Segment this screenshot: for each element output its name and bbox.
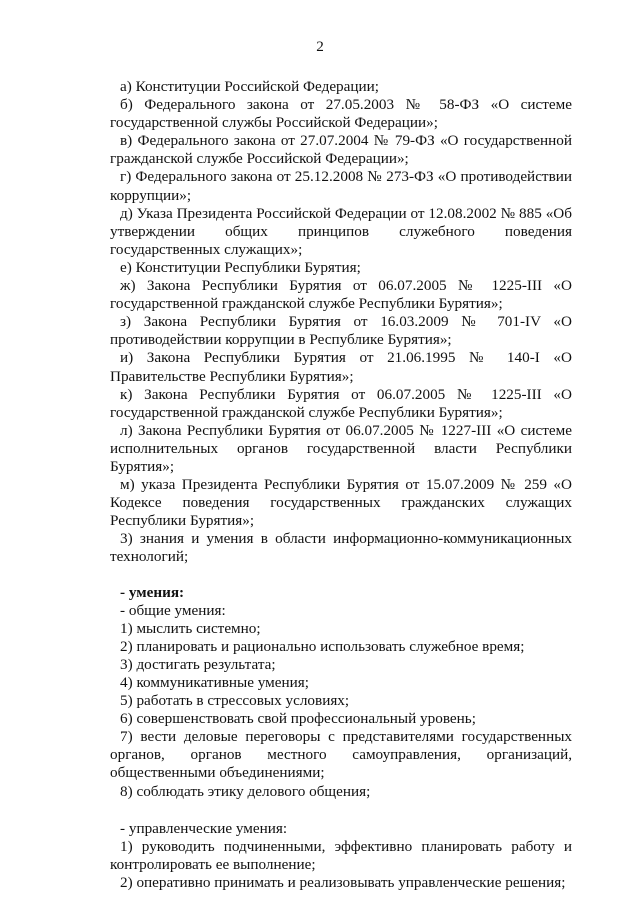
general-skill-6: 6) совершенствовать свой профессиональный уровень; — [120, 710, 476, 728]
law-item-b: б) Федерального закона от 27.05.2003 № 58-ФЗ «О системе государственной службы Российской Федерации»; — [110, 96, 572, 132]
spacer — [110, 801, 572, 820]
general-skill-5: 5) работать в стрессовых условиях; — [120, 692, 350, 710]
law-item-k: к) Закона Республики Бурятия от 06.07.2005 № 1225-III «О государственной гражданской службе Республики Бурятия»; — [110, 385, 572, 421]
law-item-a: а) Конституции Российской Федерации; — [120, 78, 379, 95]
document-body — [110, 78, 572, 892]
law-item-i: и) Закона Республики Бурятия от 21.06.1995 № 140-I «О Правительстве Республики Бурятия»; — [110, 349, 572, 385]
law-item-zh: ж) Закона Республики Бурятия от 06.07.2005 № 1225-III «О государственной гражданской службе Республики Бурятия»; — [110, 277, 572, 313]
skills-heading: - умения: — [120, 583, 185, 601]
law-item-g: г) Федерального закона от 25.12.2008 № 273-ФЗ «О противодействии коррупции»; — [110, 168, 572, 204]
law-item-v: в) Федерального закона от 27.07.2004 № 79-ФЗ «О государственной гражданской службе Российской Федерации»; — [110, 132, 572, 168]
general-skill-1: 1) мыслить системно; — [120, 619, 261, 637]
management-skill-2: 2) оперативно принимать и реализовывать управленческие решения; — [120, 873, 566, 891]
page-number: 2 — [316, 38, 324, 55]
law-item-l: л) Закона Республики Бурятия от 06.07.2005 № 1227-III «О системе исполнительных органов государственной власти Республики Бурятия»; — [110, 421, 572, 475]
law-item-z: з) Закона Республики Бурятия от 16.03.2009 № 701-IV «О противодействии коррупции в Республике Бурятия»; — [110, 313, 572, 349]
management-skills-label: - управленческие умения: — [120, 819, 288, 837]
general-skill-2: 2) планировать и рационально использовать служебное время; — [120, 637, 525, 655]
general-skill-7: 7) вести деловые переговоры с представителями государственных органов, органов местного самоуправления, организаций, общественными объединениями; — [110, 728, 572, 782]
law-item-d: д) Указа Президента Российской Федерации от 12.08.2002 № 885 «Об утверждении общих принципов служебного поведения государственных служащих»; — [110, 204, 572, 258]
knowledge-item-3: 3) знания и умения в области информационно-коммуникационных технологий; — [110, 530, 572, 566]
general-skill-3: 3) достигать результата; — [120, 655, 276, 673]
law-item-e: е) Конституции Республики Бурятия; — [120, 258, 361, 276]
general-skill-4: 4) коммуникативные умения; — [120, 674, 309, 691]
management-skill-1: 1) руководить подчиненными, эффективно планировать работу и контролировать ее выполнение; — [110, 837, 572, 873]
law-item-m: м) указа Президента Республики Бурятия от 15.07.2009 № 259 «О Кодексе поведения государственных гражданских служащих Республики Бурятия»; — [110, 476, 572, 530]
general-skill-8: 8) соблюдать этику делового общения; — [120, 782, 371, 800]
spacer — [110, 567, 572, 584]
general-skills-label: - общие умения: — [120, 601, 226, 619]
